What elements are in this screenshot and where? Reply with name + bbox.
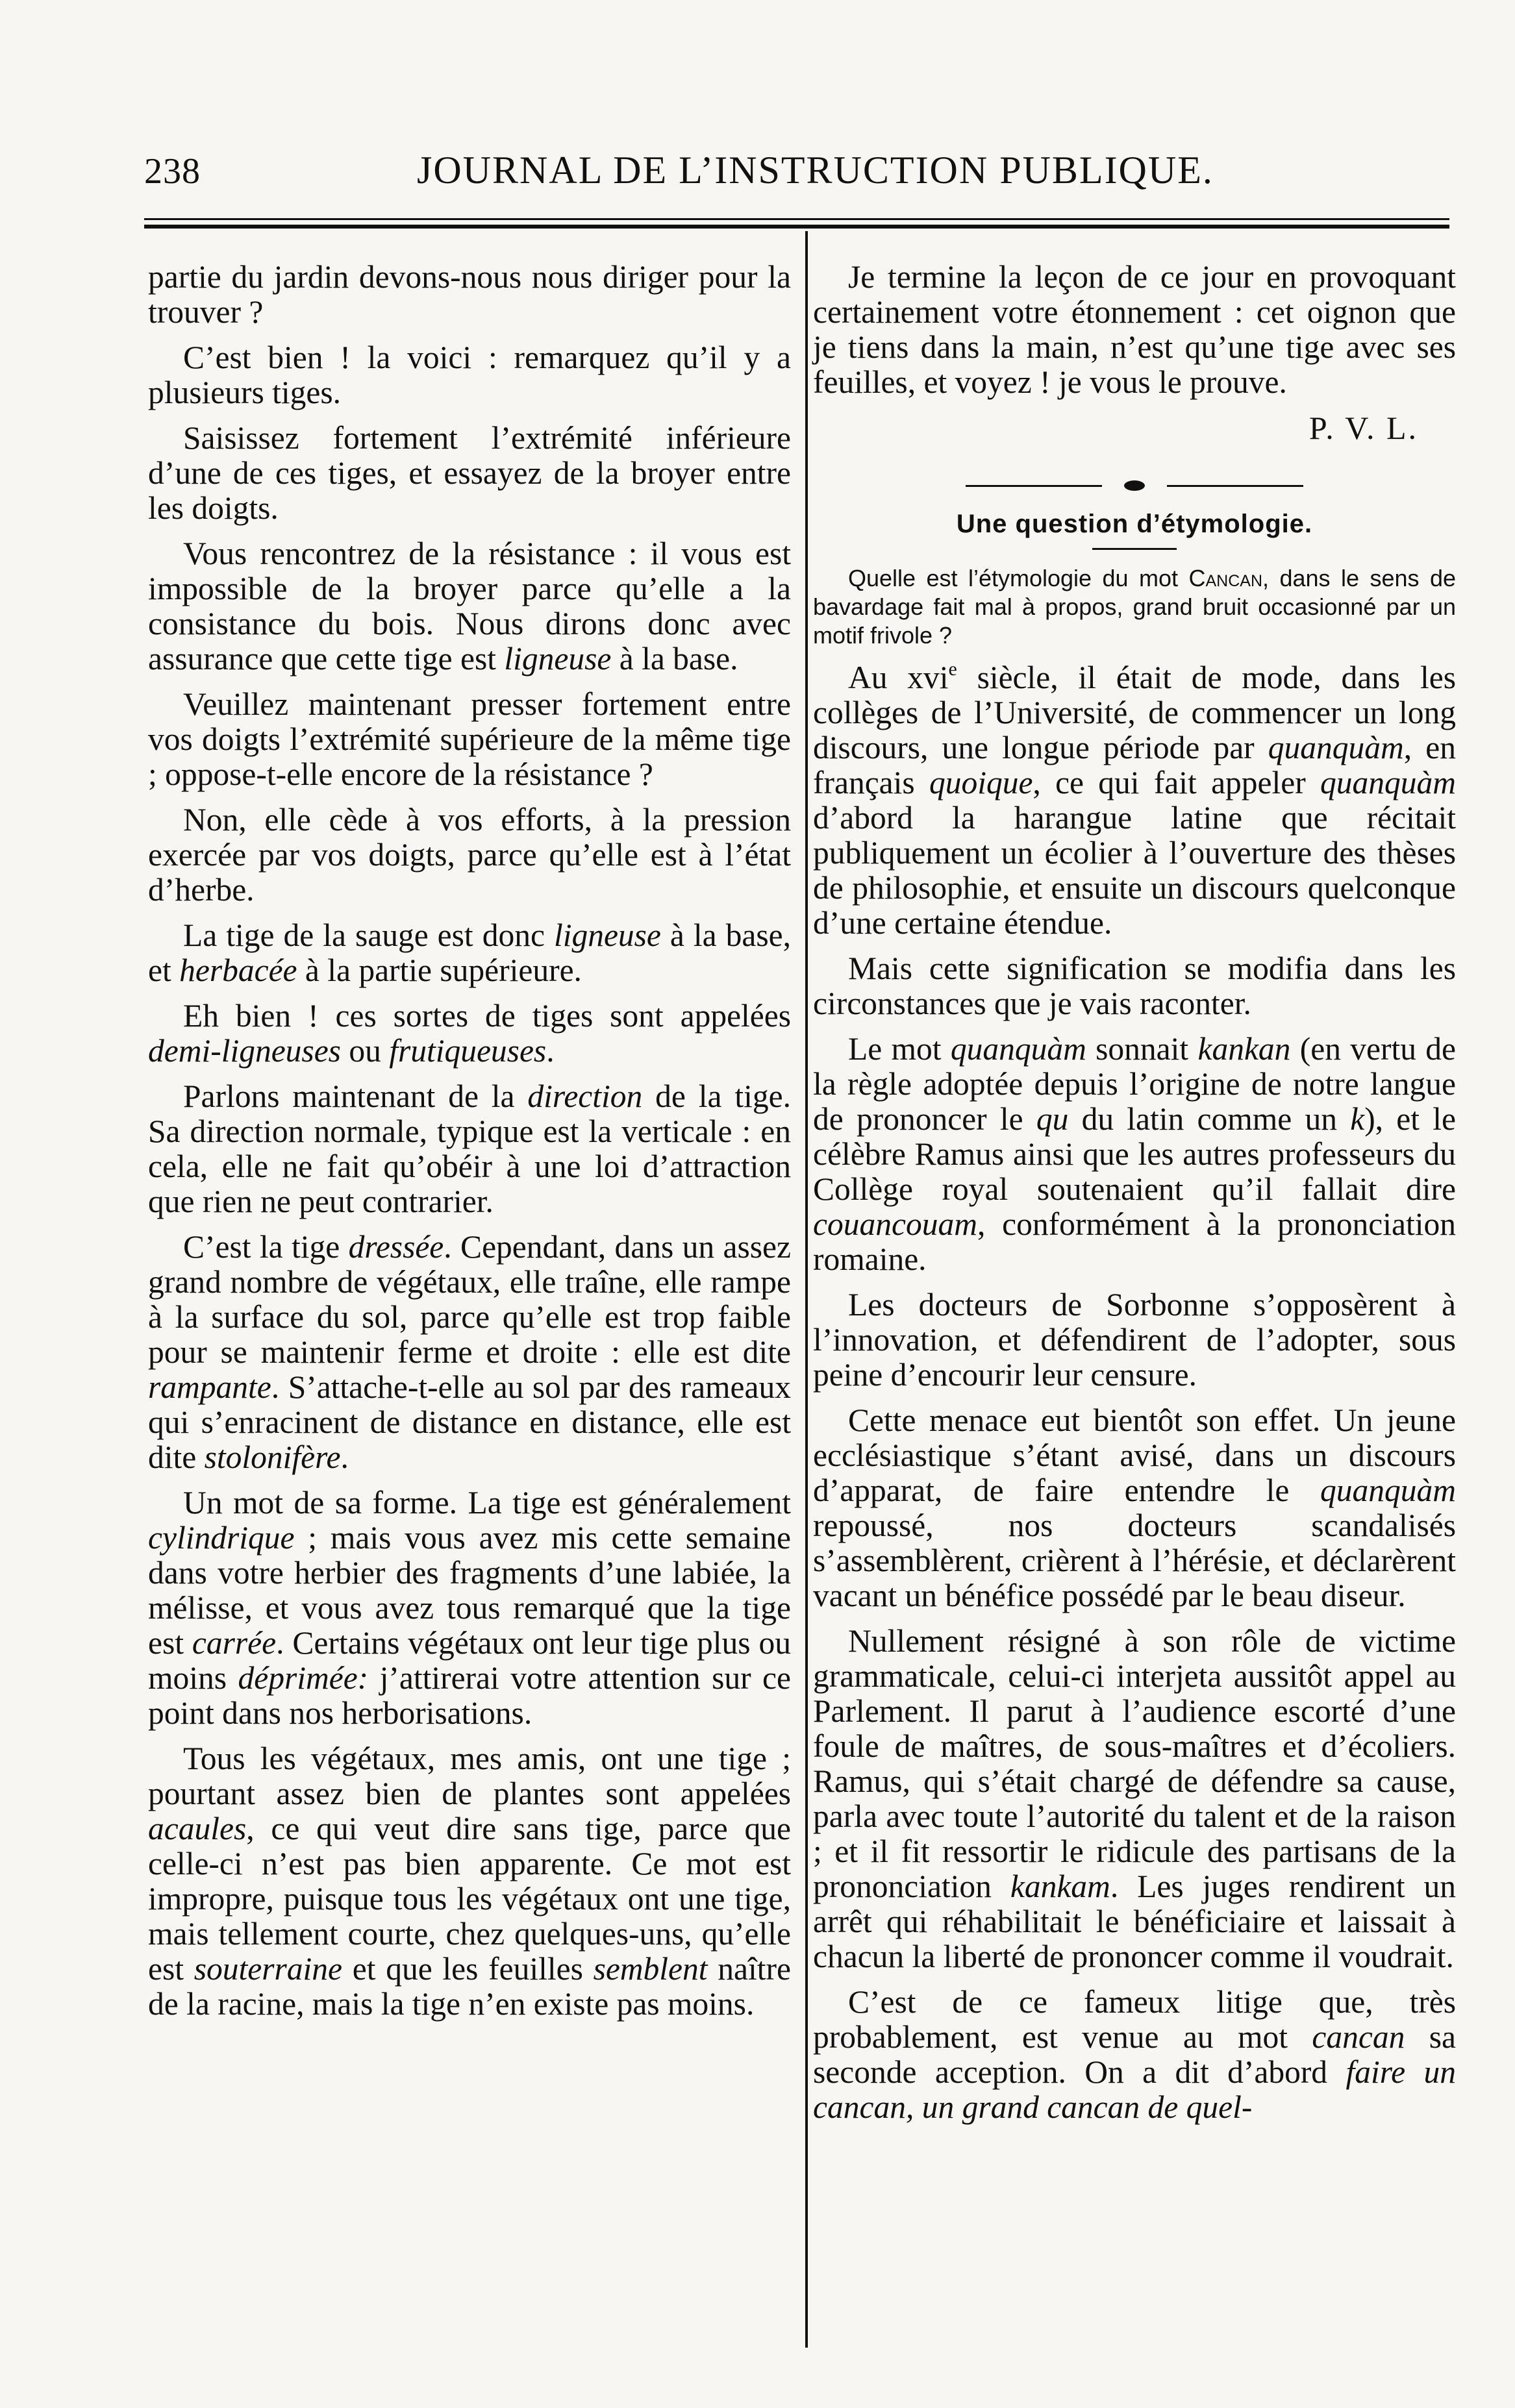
paragraph: Veuillez maintenant presser fortement entre vos doigts l’extrémité supérieure de la même tige ; oppose-t-elle encore de la résistance ? bbox=[148, 686, 791, 792]
left-column bbox=[148, 260, 791, 2032]
author-signature: P. V. L. bbox=[1308, 410, 1418, 446]
section-title: Une question d’étymologie. bbox=[956, 510, 1313, 538]
header-rule bbox=[144, 218, 1449, 220]
paragraph: C’est de ce fameux litige que, très probablement, est venue au mot cancan sa seconde acception. On a dit d’abord faire un cancan, un grand cancan de quel- bbox=[813, 1984, 1457, 2125]
paragraph: Cette menace eut bientôt son effet. Un jeune ecclésiastique s’étant avisé, dans un discours d’apparat, de faire entendre le quanquàm repoussé, nos docteurs scandalisés s’assemblèrent, crièrent à l’hérésie, et déclarèrent vacant un bénéfice possédé par le beau diseur. bbox=[813, 1402, 1456, 1613]
section-rule bbox=[1092, 548, 1177, 550]
section-ornament bbox=[966, 478, 1303, 493]
paragraph: Parlons maintenant de la direction de la tige. Sa direction normale, typique est la verticale : en cela, elle ne fait qu’obéir à une loi d’attraction que rien ne peut contrarier. bbox=[148, 1078, 791, 1219]
header-rule-thick bbox=[144, 225, 1449, 229]
right-column bbox=[813, 260, 1456, 2135]
paragraph: Mais cette signification se modifia dans les circonstances que je vais raconter. bbox=[813, 950, 1456, 1021]
question-text: Quelle est l’étymologie du mot Cancan, dans le sens de bavardage fait mal à propos, grand bruit occasionné par un motif frivole ? bbox=[813, 565, 1456, 649]
paragraph: Un mot de sa forme. La tige est généralement cylindrique ; mais vous avez mis cette semaine dans votre herbier des fragments d’une labiée, la mélisse, et vous avez tous remarqué que la tige est carrée. Certains végétaux ont leur tige plus ou moins déprimée: j’attirerai votre attention sur ce point dans nos herborisations. bbox=[148, 1485, 791, 1731]
paragraph: Les docteurs de Sorbonne s’opposèrent à l’innovation, et défendirent de l’adopter, sous peine d’encourir leur censure. bbox=[813, 1287, 1456, 1393]
paragraph: Non, elle cède à vos efforts, à la pression exercée par vos doigts, parce qu’elle est à l’état d’herbe. bbox=[148, 802, 791, 908]
paragraph: La tige de la sauge est donc ligneuse à la base, et herbacée à la partie supérieure. bbox=[148, 917, 791, 988]
paragraph: Tous les végétaux, mes amis, ont une tige ; pourtant assez bien de plantes sont appelées acaules, ce qui veut dire sans tige, parce que celle-ci n’est pas bien apparente. Ce mot est impropre, puisque tous les végétaux ont une tige, mais tellement courte, chez quelques-uns, qu’elle est souterraine et que les feuilles semblent naître de la racine, mais la tige n’en existe pas moins. bbox=[148, 1741, 791, 2022]
paragraph: Nullement résigné à son rôle de victime grammaticale, celui-ci interjeta aussitôt appel au Parlement. Il parut à l’audience escorté d’une foule de maîtres, de sous-maîtres et d’écoliers. Ramus, qui s’était chargé de défendre sa cause, parla avec toute l’autorité du talent et de la raison ; et il fit ressortir le ridicule des partisans de la prononciation kankam. Les juges rendirent un arrêt qui réhabilitait le bénéficiaire et laissait à chacun la liberté de prononcer comme il voudrait. bbox=[813, 1623, 1456, 1974]
paragraph: C’est la tige dressée. Cependant, dans un assez grand nombre de végétaux, elle traîne, elle rampe à la surface du sol, parce qu’elle est trop faible pour se maintenir ferme et droite : elle est dite rampante. S’attache-t-elle au sol par des rameaux qui s’enracinent de distance en distance, elle est dite stolonifère. bbox=[148, 1229, 791, 1475]
paragraph: partie du jardin devons-nous nous diriger pour la trouver ? bbox=[148, 259, 791, 330]
paragraph: C’est bien ! la voici : remarquez qu’il y a plusieurs tiges. bbox=[148, 340, 791, 410]
paragraph: Saisissez fortement l’extrémité inférieure d’une de ces tiges, et essayez de la broyer entre les doigts. bbox=[148, 420, 791, 526]
paragraph: Eh bien ! ces sortes de tiges sont appelées demi-ligneuses ou frutiqueuses. bbox=[148, 998, 791, 1069]
page-number: 238 bbox=[144, 151, 201, 192]
running-title: JOURNAL DE L’INSTRUCTION PUBLIQUE. bbox=[417, 149, 1214, 192]
paragraph: Le mot quanquàm sonnait kankan (en vertu de la règle adoptée depuis l’origine de notre langue de prononcer le qu du latin comme un k), et le célèbre Ramus ainsi que les autres professeurs du Collège royal soutenaient qu’il fallait dire couancouam, conformément à la prononciation romaine. bbox=[813, 1031, 1456, 1277]
paragraph: Au xvi$^e$ siècle, il était de mode, dans les collèges de l’Université, de commencer un long discours, une longue période par quanquàm, en français quoique, ce qui fait appeler quanquàm d’abord la harangue latine que récitait publiquement un écolier à l’ouverture des thèses de philosophie, et ensuite un discours quelconque d’une certaine étendue. bbox=[813, 659, 1456, 941]
paragraph: Je termine la leçon de ce jour en provoquant certainement votre étonnement : cet oignon que je tiens dans la main, n’est qu’une tige avec ses feuilles, et voyez ! je vous le prouve. bbox=[813, 259, 1456, 400]
paragraph: Vous rencontrez de la résistance : il vous est impossible de la broyer parce qu’elle a la consistance du bois. Nous dirons donc avec assurance que cette tige est ligneuse à la base. bbox=[148, 536, 791, 676]
column-divider bbox=[805, 231, 808, 2348]
page-header bbox=[144, 138, 1449, 190]
